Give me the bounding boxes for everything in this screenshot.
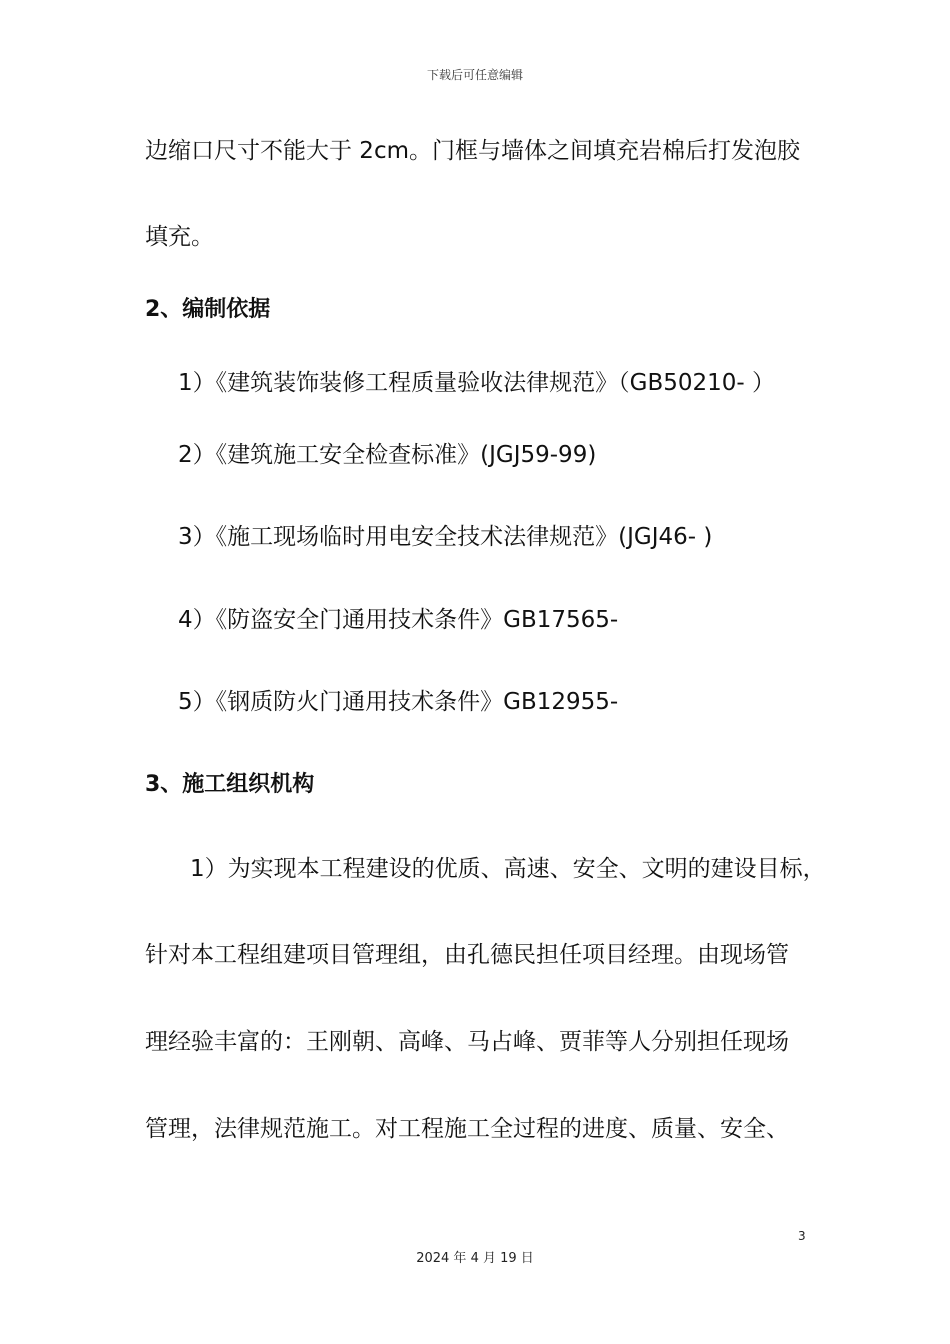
body-line-1: 边缩口尺寸不能大于 2cm。门框与墙体之间填充岩棉后打发泡胶 [145, 138, 800, 164]
reference-item-1: 1）《建筑装饰装修工程质量验收法律规范》（GB50210- ） [178, 370, 776, 396]
reference-item-5: 5）《钢质防火门通用技术条件》GB12955- [178, 689, 619, 715]
body-line-2: 填充。 [145, 224, 214, 250]
reference-item-4: 4）《防盗安全门通用技术条件》GB17565- [178, 607, 619, 633]
page-date: 2024 年 4 月 19 日 [416, 1251, 534, 1266]
page-header: 下载后可任意编辑 [426, 68, 523, 82]
page-number: 3 [798, 1229, 806, 1243]
org-paragraph-line-2: 针对本工程组建项目管理组，由孔德民担任项目经理。由现场管 [145, 942, 789, 968]
section-2-heading: 2、编制依据 [145, 297, 271, 322]
org-paragraph-line-4: 管理，法律规范施工。对工程施工全过程的进度、质量、安全、 [145, 1116, 789, 1142]
org-paragraph-line-1: 1）为实现本工程建设的优质、高速、安全、文明的建设目标， [190, 856, 826, 882]
reference-item-2: 2）《建筑施工安全检查标准》(JGJ59-99) [178, 442, 597, 468]
org-paragraph-line-3: 理经验丰富的：王刚朝、高峰、马占峰、贾菲等人分别担任现场 [145, 1029, 789, 1055]
section-3-heading: 3、施工组织机构 [145, 772, 315, 797]
reference-item-3: 3）《施工现场临时用电安全技术法律规范》(JGJ46- ) [178, 524, 713, 550]
